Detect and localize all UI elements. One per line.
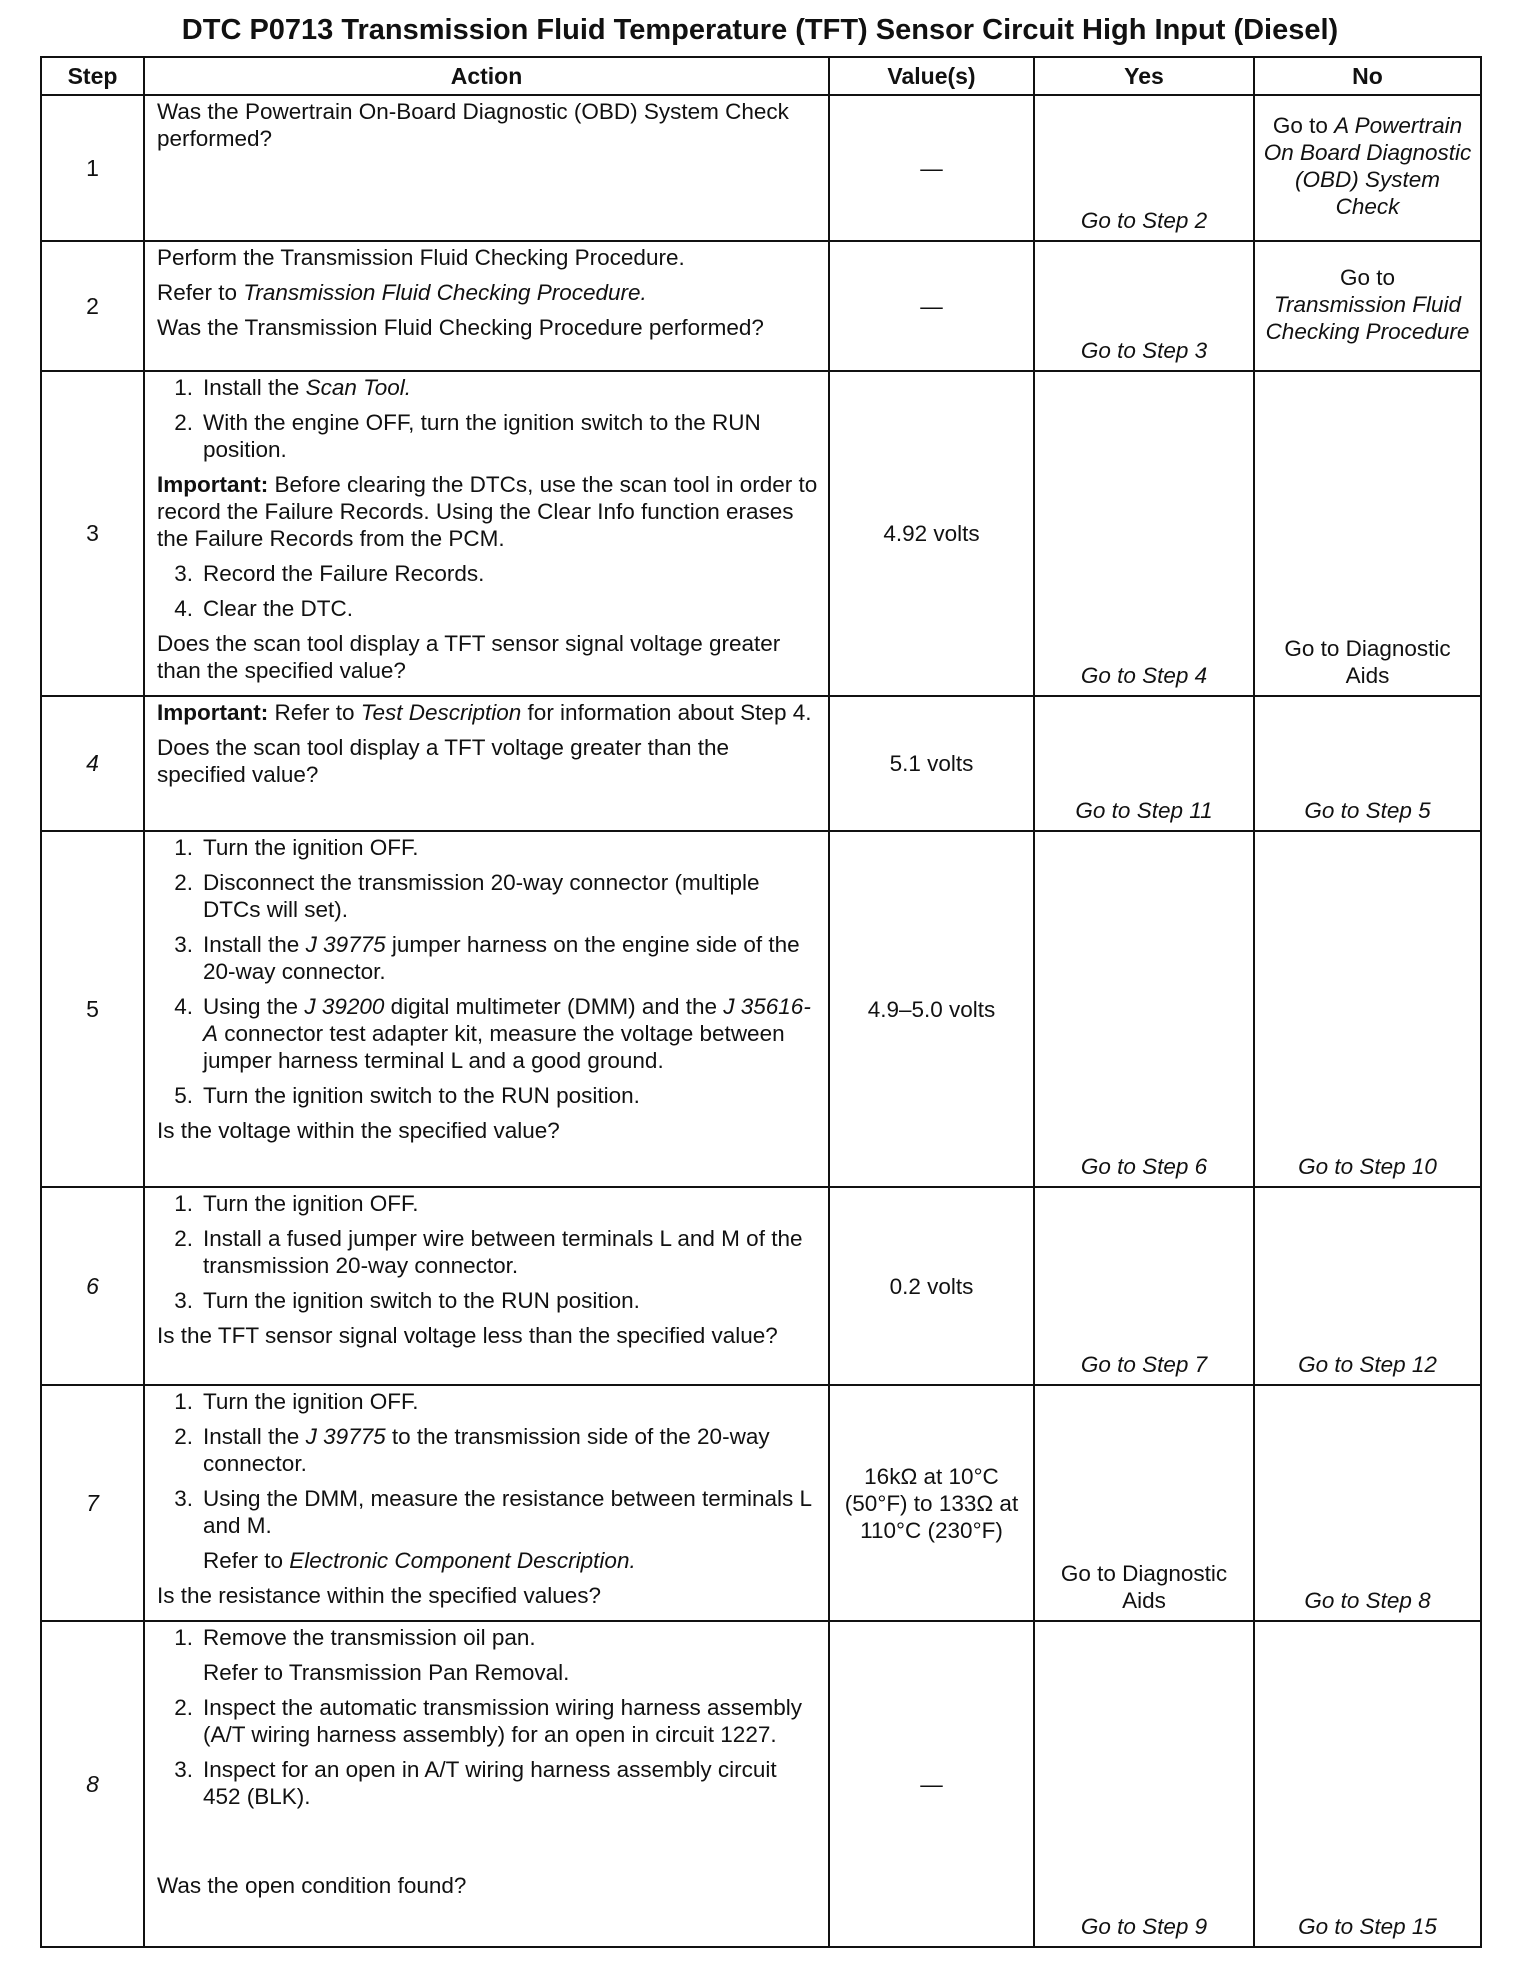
action-question: Is the resistance within the specified values? (157, 1583, 601, 1608)
table-row (41, 95, 1481, 241)
list-number: 1. (174, 375, 193, 400)
list-number: 3. (174, 561, 193, 586)
value-cell: 4.9–5.0 volts (829, 831, 1034, 1187)
list-text: Install a fused jumper wire between terminals L and M of the transmission 20-way connector. (203, 1226, 803, 1278)
action-list-item (157, 1624, 820, 1651)
procedure-reference: Transmission Fluid Checking Procedure. (243, 280, 647, 305)
table-header-row (41, 57, 1481, 95)
list-text: With the engine OFF, turn the ignition switch to the RUN position. (203, 410, 761, 462)
list-number: 2. (174, 1424, 193, 1449)
table-row (41, 1385, 1481, 1621)
list-number: 2. (174, 1226, 193, 1251)
list-text (203, 1423, 820, 1477)
action-text: Was the Powertrain On-Board Diagnostic (OBD) System Check performed? (157, 99, 789, 151)
list-number: 1. (174, 1191, 193, 1216)
value-cell: — (829, 1621, 1034, 1947)
no-cell (1254, 95, 1481, 241)
action-text: Perform the Transmission Fluid Checking Procedure. (157, 245, 685, 270)
no-cell: Go to Step 10 (1254, 831, 1481, 1187)
value-cell: 5.1 volts (829, 696, 1034, 831)
no-cell: Go to Step 15 (1254, 1621, 1481, 1947)
action-text: Refer to (157, 280, 244, 305)
yes-cell: Go to Step 2 (1034, 95, 1254, 241)
action-list-item (157, 869, 820, 923)
test-description-reference: Test Description (360, 700, 522, 725)
list-text: Inspect for an open in A/T wiring harness assembly circuit 452 (BLK). (203, 1757, 777, 1809)
list-text-part: Install the (203, 375, 306, 400)
value-cell: 4.92 volts (829, 371, 1034, 696)
action-list-item (157, 1190, 820, 1217)
action-list-item (157, 595, 820, 622)
list-text-part: digital multimeter (DMM) and the (384, 994, 724, 1019)
table-row (41, 241, 1481, 371)
list-text: Turn the ignition OFF. (203, 1389, 419, 1414)
component-description-reference: Electronic Component Description. (289, 1548, 636, 1573)
list-text (203, 374, 820, 401)
yes-cell: Go to Step 11 (1034, 696, 1254, 831)
no-cell (1254, 241, 1481, 371)
list-text: Clear the DTC. (203, 596, 354, 621)
list-number: 1. (174, 835, 193, 860)
list-number: 3. (174, 1757, 193, 1782)
list-text (203, 993, 820, 1074)
action-list-item (157, 374, 820, 401)
action-text: Refer to (203, 1548, 290, 1573)
list-number: 2. (174, 1695, 193, 1720)
no-cell: Go to Step 5 (1254, 696, 1481, 831)
spacer (157, 1818, 820, 1872)
tool-name: J 35616-A (203, 994, 811, 1046)
step-number: 5 (41, 831, 144, 1187)
list-number: 4. (174, 994, 193, 1019)
list-text-part: Using the (203, 994, 305, 1019)
action-reference (157, 279, 820, 306)
value-cell: — (829, 241, 1034, 371)
table-row (41, 831, 1481, 1187)
list-number: 3. (174, 932, 193, 957)
action-list-item (157, 409, 820, 463)
action-list-item (157, 931, 820, 985)
action-question: Was the Transmission Fluid Checking Procedure performed? (157, 315, 764, 340)
no-cell: Go to Diagnostic Aids (1254, 371, 1481, 696)
table-row (41, 1621, 1481, 1947)
value-cell: 0.2 volts (829, 1187, 1034, 1385)
column-header-yes: Yes (1034, 57, 1254, 95)
step-number: 7 (41, 1385, 144, 1621)
no-text: Go to (1339, 264, 1396, 290)
list-number: 4. (174, 596, 193, 621)
list-text-part: Install the (203, 932, 306, 957)
action-list-item (157, 1756, 820, 1810)
list-text: Remove the transmission oil pan. (203, 1625, 536, 1650)
action-question: Was the open condition found? (157, 1873, 467, 1898)
list-number: 1. (174, 1625, 193, 1650)
value-cell: 16kΩ at 10°C (50°F) to 133Ω at 110°C (230°F) (829, 1385, 1034, 1621)
list-number: 3. (174, 1288, 193, 1313)
table-row (41, 696, 1481, 831)
action-cell (144, 1621, 829, 1947)
action-question: Does the scan tool display a TFT voltage greater than the specified value? (157, 735, 730, 787)
list-text-part: connector test adapter kit, measure the voltage between jumper harness terminal L and a good ground. (203, 1021, 785, 1073)
important-text: Before clearing the DTCs, use the scan tool in order to record the Failure Records. Using the Clear Info function erases the Failure Records from the PCM. (157, 472, 818, 551)
action-list-item (157, 1423, 820, 1477)
action-list-item (157, 1287, 820, 1314)
important-text: for information about Step 4. (521, 700, 812, 725)
step-number: 8 (41, 1621, 144, 1947)
no-reference: Transmission Fluid Checking Procedure (1265, 291, 1470, 344)
list-number: 2. (174, 410, 193, 435)
list-text: Turn the ignition switch to the RUN position. (203, 1288, 640, 1313)
action-cell (144, 95, 829, 241)
tool-name: J 39200 (304, 994, 385, 1019)
step-number: 6 (41, 1187, 144, 1385)
list-text: Turn the ignition OFF. (203, 835, 419, 860)
action-list-item (157, 1082, 820, 1109)
page-title: DTC P0713 Transmission Fluid Temperature (TFT) Sensor Circuit High Input (Diesel) (181, 14, 1339, 46)
table-row (41, 371, 1481, 696)
list-text: Turn the ignition switch to the RUN position. (203, 1083, 640, 1108)
column-header-no: No (1254, 57, 1481, 95)
action-cell (144, 371, 829, 696)
tool-name: J 39775 (305, 932, 386, 957)
action-list-item (157, 834, 820, 861)
action-list-item (157, 1694, 820, 1748)
step-number: 4 (41, 696, 144, 831)
no-text: Go to (1272, 113, 1335, 138)
important-label: Important: (157, 700, 269, 725)
important-text: Refer to (268, 700, 361, 725)
list-text-part: Install the (203, 1424, 306, 1449)
list-text-part: jumper harness on the engine side of the 20-way connector. (203, 932, 800, 984)
yes-cell: Go to Step 9 (1034, 1621, 1254, 1947)
action-cell (144, 241, 829, 371)
action-cell (144, 1385, 829, 1621)
list-number: 1. (174, 1389, 193, 1414)
list-text-part: to the transmission side of the 20-way connector. (203, 1424, 770, 1476)
action-question: Is the voltage within the specified value? (157, 1118, 560, 1143)
list-number: 3. (174, 1486, 193, 1511)
action-cell (144, 831, 829, 1187)
tool-name: Scan Tool. (305, 375, 412, 400)
list-text (203, 931, 820, 985)
list-text: Record the Failure Records. (203, 561, 485, 586)
tool-name: J 39775 (305, 1424, 386, 1449)
action-list-item (157, 1225, 820, 1279)
action-question: Does the scan tool display a TFT sensor signal voltage greater than the specified value? (157, 631, 781, 683)
action-list-item (157, 1388, 820, 1415)
yes-cell: Go to Step 4 (1034, 371, 1254, 696)
step-number: 2 (41, 241, 144, 371)
column-header-step: Step (41, 57, 144, 95)
diagnostic-table (40, 56, 1482, 1948)
column-header-values: Value(s) (829, 57, 1034, 95)
step-number: 3 (41, 371, 144, 696)
yes-cell: Go to Step 7 (1034, 1187, 1254, 1385)
important-note (157, 471, 820, 552)
no-cell: Go to Step 12 (1254, 1187, 1481, 1385)
list-text: Using the DMM, measure the resistance between terminals L and M. (203, 1486, 812, 1538)
action-question: Is the TFT sensor signal voltage less than the specified value? (157, 1323, 778, 1348)
value-cell: — (829, 95, 1034, 241)
important-label: Important: (157, 472, 269, 497)
action-reference (157, 1547, 820, 1574)
action-cell (144, 696, 829, 831)
action-list-item (157, 560, 820, 587)
action-reference: Refer to Transmission Pan Removal. (203, 1660, 570, 1685)
step-number: 1 (41, 95, 144, 241)
list-number: 5. (174, 1083, 193, 1108)
no-reference: A Powertrain On Board Diagnostic (OBD) System Check (1263, 113, 1472, 219)
action-cell (144, 1187, 829, 1385)
yes-cell: Go to Diagnostic Aids (1034, 1385, 1254, 1621)
action-list-item (157, 1485, 820, 1539)
list-text: Turn the ignition OFF. (203, 1191, 419, 1216)
important-note (157, 699, 820, 726)
list-text: Inspect the automatic transmission wiring harness assembly (A/T wiring harness assembly) for an open in circuit 1227. (203, 1695, 803, 1747)
list-number: 2. (174, 870, 193, 895)
no-cell: Go to Step 8 (1254, 1385, 1481, 1621)
action-list-item (157, 993, 820, 1074)
column-header-action: Action (144, 57, 829, 95)
table-row (41, 1187, 1481, 1385)
list-text: Disconnect the transmission 20-way connector (multiple DTCs will set). (203, 870, 760, 922)
yes-cell: Go to Step 6 (1034, 831, 1254, 1187)
yes-cell: Go to Step 3 (1034, 241, 1254, 371)
